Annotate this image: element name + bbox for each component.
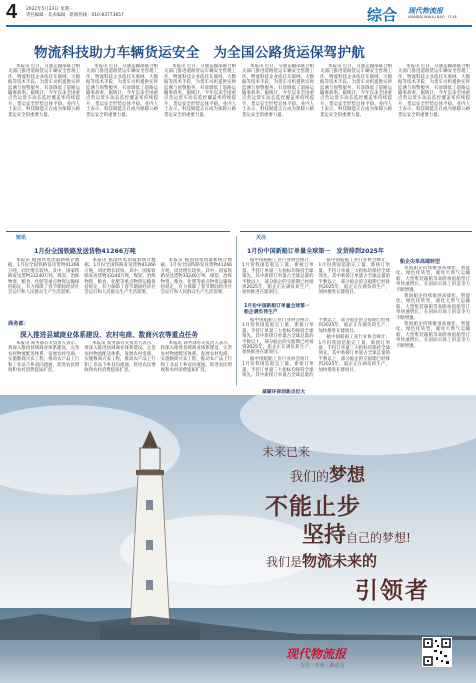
slogan-line-6: 引领者 [355,577,430,604]
rocks-illustration [0,610,476,640]
qr-code [422,637,452,667]
ship-body-paragraph-2: 据中国船舶工业行业协会统计，1月份我国造船完工量、新接订单量、手持订单量三大指标均保持全球领先。其中新接订单量占全球总量的半数以上，部分船企的交船期已经排到2025年，船企正在满负荷生产，加快推进在建项目。 [242,318,390,379]
ship-side-paragraph-2: 我国船企持续推进高端化、智能化、绿色化转型，液化天然气运输船、大型集装箱船等高附加值船型订单快速增长，在国际市场上的竞争力不断增强。 [396,294,470,321]
ship-headline: 1月份中国新船订单量全球第一 发货排到2025年 [247,248,384,255]
lead-paragraph-4: 本报讯 近日，交通运输部联合相关部门推进道路货运车辆安全管理工作，物流科技企业依托车联网、大数据等技术手段，为货车司机提供实时监测与预警服务，有效降低了道路运输事故率。据统计，今年以来全国重点营运货车动态监控覆盖率持续提升，货运安全形势总体平稳。业内人士表示，科技赋能正在成为保障公路货运安全的重要力量。 [242,64,314,118]
brand-tagline: 专注 · 专业 · 新动力 [300,663,345,669]
logistics-label: 商务部： [8,321,29,327]
lead-paragraph-6: 本报讯 近日，交通运输部联合相关部门推进道路货运车辆安全管理工作，物流科技企业依托车联网、大数据等技术手段，为货车司机提供实时监测与预警服务，有效降低了道路运输事故率。据统计，今年以来全国重点营运货车动态监控覆盖率持续提升，货运安全形势总体平稳。业内人士表示，科技赋能正在成为保障公路货运安全的重要力量。 [398,64,470,118]
lead-article [8,64,470,224]
rail-headline: 1月份全国铁路发送货物41266万吨 [34,248,136,255]
paper-name: 现代物流报 [408,7,443,15]
lead-paragraph-5: 本报讯 近日，交通运输部联合相关部门推进道路货运车辆安全管理工作，物流科技企业依托车联网、大数据等技术手段，为货车司机提供实时监测与预警服务，有效降低了道路运输事故率。据统计，今年以来全国重点营运货车动态监控覆盖率持续提升，货运安全形势总体平稳。业内人士表示，科技赋能正在成为保障公路货运安全的重要力量。 [320,64,392,118]
slogan-line-2b: 梦想 [329,465,366,486]
ship-side-paragraph-3: 我国船企持续推进高端化、智能化、绿色化转型，液化天然气运输船、大型集装箱船等高附加值船型订单快速增长，在国际市场上的竞争力不断增强。 [396,322,470,349]
ship-article-body [242,318,390,384]
logistics-paragraph-3: 本报讯 商务部有关负责人表示，将深入推进县域商业体系建设，完善农村物流配送体系，发展农村电商，实施数商兴农工程，推动农产品上行和工业品下乡双向流通，促进农民增收和农村消费提质扩容。 [160,341,232,374]
slogan-line-1: 未来已来 [262,445,311,459]
rail-article [8,258,232,318]
ship-paragraph: 据中国船舶工业行业协会统计，1月份我国造船完工量、新接订单量、手持订单量三大指标均保持全球领先。其中新接订单量占全球总量的半数以上，部分船企的交船期已经排到2025年，船企正在满负荷生产，加快推进在建项目。 [242,258,314,296]
slogan-line-2 [290,461,365,487]
lighthouse-illustration [100,430,200,640]
section-divider-right [240,231,472,232]
logistics-paragraph: 本报讯 商务部有关负责人表示，将深入推进县域商业体系建设，完善农村物流配送体系，发展农村电商，实施数商兴农工程，推动农产品上行和工业品下乡双向流通，促进农民增收和农村消费提质扩容。 [8,341,80,374]
slogan-line-4a: 坚持 [302,522,347,548]
page-code: XIANDAI WULIU BAO · IT-4E [408,15,457,19]
ship-side-article [396,266,470,384]
ship-body-paragraph-3: 据中国船舶工业行业协会统计，1月份我国造船完工量、新接订单量、手持订单量三大指标均保持全球领先。其中新接订单量占全球总量的半数以上，部分船企的交船期已经排到2025年，船企正在满负荷生产，加快推进在建项目。 [318,335,390,373]
tag-left: 短讯 [16,235,27,241]
header-date: 2022年5月23日 星期一 [26,7,74,12]
ship-article-left [242,258,390,304]
lead-paragraph-3: 本报讯 近日，交通运输部联合相关部门推进道路货运车辆安全管理工作，物流科技企业依托车联网、大数据等技术手段，为货车司机提供实时监测与预警服务，有效降低了道路运输事故率。据统计，今年以来全国重点营运货车动态监控覆盖率持续提升，货运安全形势总体平稳。业内人士表示，科技赋能正在成为保障公路货运安全的重要力量。 [164,64,236,118]
brand-logo: 现代物流报 [286,647,347,661]
rail-paragraph-2: 本报讯 据国铁集团最新统计数据，1月份全国铁路发送货物41266万吨，同比增长较快。其中，国家铁路发送货物33240万吨，煤炭、冶炼物资、粮食、化肥等重点物资运输保持稳定，有力保障了春节期间经济社会运行和人民群众生产生活需要。 [84,258,156,296]
slogan-line-2a: 我们的 [290,470,330,485]
side-bottom-label: 减碳环保创新点位大 [262,390,306,395]
logistics-paragraph-2: 本报讯 商务部有关负责人表示，将深入推进县域商业体系建设，完善农村物流配送体系，发展农村电商，实施数商兴农工程，推动农产品上行和工业品下乡双向流通，促进农民增收和农村消费提质扩容。 [84,341,156,374]
ship-body-paragraph: 据中国船舶工业行业协会统计，1月份我国造船完工量、新接订单量、手持订单量三大指标均保持全球领先。其中新接订单量占全球总量的半数以上，部分船企的交船期已经排到2025年，船企正在满负荷生产，加快推进在建项目。 [242,318,314,356]
section-title: 综合 [367,6,398,24]
ship-side-title: 船企尖单高端转型 [400,259,441,265]
section-divider-left [6,231,230,232]
ship-paragraph-2: 据中国船舶工业行业协会统计，1月份我国造船完工量、新接订单量、手持订单量三大指标均保持全球领先。其中新接订单量占全球总量的半数以上，部分船企的交船期已经排到2025年，船企正在满负荷生产，加快推进在建项目。 [318,258,390,296]
ship-subheadline: 1月份中国新船订单量全球第一 船企满负荷生产 [244,304,315,315]
lead-paragraph: 本报讯 近日，交通运输部联合相关部门推进道路货运车辆安全管理工作，物流科技企业依托车联网、大数据等技术手段，为货车司机提供实时监测与预警服务，有效降低了道路运输事故率。据统计，今年以来全国重点营运货车动态监控覆盖率持续提升，货运安全形势总体平稳。业内人士表示，科技赋能正在成为保障公路货运安全的重要力量。 [8,64,80,118]
lead-paragraph-2: 本报讯 近日，交通运输部联合相关部门推进道路货运车辆安全管理工作，物流科技企业依托车联网、大数据等技术手段，为货车司机提供实时监测与预警服务，有效降低了道路运输事故率。据统计，今年以来全国重点营运货车动态监控覆盖率持续提升，货运安全形势总体平稳。业内人士表示，科技赋能正在成为保障公路货运安全的重要力量。 [86,64,158,118]
logistics-article [8,341,232,387]
slogan-line-4b: 自己的梦想! [346,531,411,545]
tag-right: 关注 [256,235,267,241]
rail-paragraph-3: 本报讯 据国铁集团最新统计数据，1月份全国铁路发送货物41266万吨，同比增长较快。其中，国家铁路发送货物33240万吨，煤炭、冶炼物资、粮食、化肥等重点物资运输保持稳定，有力保障了春节期间经济社会运行和人民群众生产生活需要。 [160,258,232,296]
page-number: 4 [6,1,18,23]
header-contacts: 责任编辑 · 美术编辑 · 新闻热线：010-83773657 [26,13,124,18]
vertical-divider [236,236,237,386]
header-rule [6,25,472,27]
slogan-line-3: 不能止步 [265,493,361,520]
slogan-line-5a: 我们是 [266,555,303,569]
slogan-line-5 [266,550,377,571]
ship-side-paragraph: 我国船企持续推进高端化、智能化、绿色化转型，液化天然气运输船、大型集装箱船等高附加值船型订单快速增长，在国际市场上的竞争力不断增强。 [396,266,470,293]
slogan-line-4 [302,518,411,549]
rail-paragraph: 本报讯 据国铁集团最新统计数据，1月份全国铁路发送货物41266万吨，同比增长较快。其中，国家铁路发送货物33240万吨，煤炭、冶炼物资、粮食、化肥等重点物资运输保持稳定，有力保障了春节期间经济社会运行和人民群众生产生活需要。 [8,258,80,296]
logistics-headline: 深入推进县域商业体系建设、农村电商、数商兴农等重点任务 [20,331,199,339]
main-headline: 物流科技助力车辆货运安全 为全国公路货运保驾护航 [34,45,366,61]
slogan-line-5b: 物流未来的 [302,552,378,570]
